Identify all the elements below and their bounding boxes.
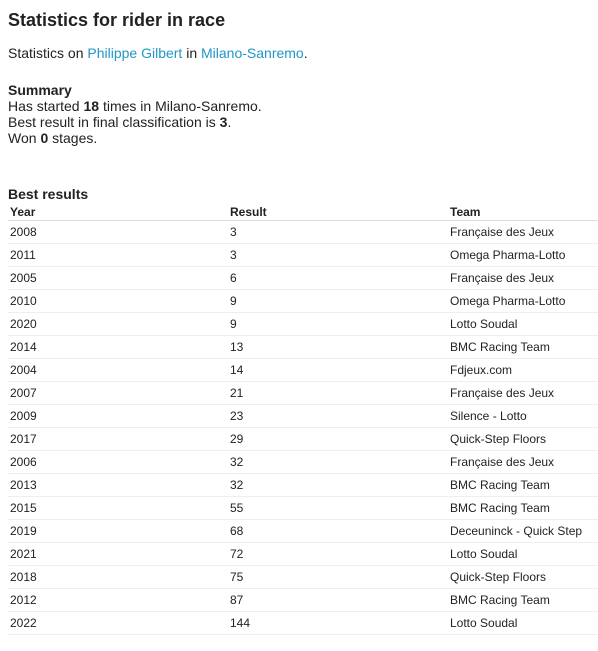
table-row — [8, 221, 598, 244]
column-header-year: Year — [8, 204, 228, 221]
year-cell: 2012 — [8, 589, 228, 612]
summary-stages-prefix: Won — [8, 130, 41, 146]
table-row — [8, 566, 598, 589]
team-cell: Fdjeux.com — [448, 359, 598, 382]
result-cell: 23 — [228, 405, 448, 428]
table-row — [8, 313, 598, 336]
page-title: Statistics for rider in race — [8, 10, 226, 30]
result-cell: 87 — [228, 589, 448, 612]
result-cell: 68 — [228, 520, 448, 543]
best-results-body — [8, 221, 598, 635]
year-cell: 2018 — [8, 566, 228, 589]
summary-best-suffix: . — [227, 114, 232, 130]
race-link[interactable]: Milano-Sanremo — [201, 45, 304, 61]
year-cell: 2006 — [8, 451, 228, 474]
result-cell: 3 — [228, 221, 448, 244]
team-cell: BMC Racing Team — [448, 336, 598, 359]
team-cell: Quick-Step Floors — [448, 428, 598, 451]
year-cell: 2017 — [8, 428, 228, 451]
year-cell: 2005 — [8, 267, 228, 290]
result-cell: 29 — [228, 428, 448, 451]
team-cell: Silence - Lotto — [448, 405, 598, 428]
table-row — [8, 405, 598, 428]
result-cell: 14 — [228, 359, 448, 382]
best-result-value: 3 — [219, 114, 228, 130]
year-cell: 2009 — [8, 405, 228, 428]
table-row — [8, 543, 598, 566]
summary-stages-line — [8, 130, 598, 146]
team-cell: Française des Jeux — [448, 382, 598, 405]
table-row — [8, 520, 598, 543]
summary-starts-prefix: Has started — [8, 98, 84, 114]
year-cell: 2013 — [8, 474, 228, 497]
table-row — [8, 589, 598, 612]
team-cell: BMC Racing Team — [448, 474, 598, 497]
year-cell: 2008 — [8, 221, 228, 244]
table-row — [8, 497, 598, 520]
column-header-result: Result — [228, 204, 448, 221]
year-cell: 2014 — [8, 336, 228, 359]
year-cell: 2022 — [8, 612, 228, 635]
summary-best-prefix: Best result in final classification is — [8, 114, 220, 130]
table-row — [8, 474, 598, 497]
year-cell: 2020 — [8, 313, 228, 336]
team-cell: Omega Pharma-Lotto — [448, 244, 598, 267]
year-cell: 2011 — [8, 244, 228, 267]
table-row — [8, 244, 598, 267]
team-cell: Lotto Soudal — [448, 612, 598, 635]
team-cell: Omega Pharma-Lotto — [448, 290, 598, 313]
result-cell: 55 — [228, 497, 448, 520]
rider-link[interactable]: Philippe Gilbert — [87, 45, 183, 61]
team-cell: Lotto Soudal — [448, 313, 598, 336]
best-results-title: Best results — [8, 186, 89, 202]
result-cell: 21 — [228, 382, 448, 405]
table-row — [8, 612, 598, 635]
result-cell: 32 — [228, 474, 448, 497]
year-cell: 2021 — [8, 543, 228, 566]
result-cell: 32 — [228, 451, 448, 474]
table-row — [8, 382, 598, 405]
intro-middle: in — [182, 45, 201, 61]
year-cell: 2015 — [8, 497, 228, 520]
table-row — [8, 428, 598, 451]
team-cell: Quick-Step Floors — [448, 566, 598, 589]
team-cell: Française des Jeux — [448, 451, 598, 474]
table-row — [8, 267, 598, 290]
team-cell: BMC Racing Team — [448, 497, 598, 520]
team-cell: BMC Racing Team — [448, 589, 598, 612]
team-cell: Française des Jeux — [448, 267, 598, 290]
year-cell: 2004 — [8, 359, 228, 382]
result-cell: 75 — [228, 566, 448, 589]
year-cell: 2019 — [8, 520, 228, 543]
summary-starts-line — [8, 98, 598, 114]
table-row — [8, 290, 598, 313]
result-cell: 144 — [228, 612, 448, 635]
intro-line — [8, 45, 598, 62]
table-row — [8, 336, 598, 359]
table-row — [8, 451, 598, 474]
year-cell: 2007 — [8, 382, 228, 405]
summary-best-line — [8, 114, 598, 130]
best-results-table — [8, 204, 598, 635]
result-cell: 6 — [228, 267, 448, 290]
team-cell: Lotto Soudal — [448, 543, 598, 566]
result-cell: 9 — [228, 313, 448, 336]
starts-count: 18 — [83, 98, 100, 114]
summary-starts-suffix: times in Milano-Sanremo. — [99, 98, 262, 114]
table-header-row — [8, 204, 598, 221]
result-cell: 13 — [228, 336, 448, 359]
intro-prefix: Statistics on — [8, 45, 88, 61]
summary-title: Summary — [8, 82, 72, 98]
result-cell: 9 — [228, 290, 448, 313]
year-cell: 2010 — [8, 290, 228, 313]
team-cell: Française des Jeux — [448, 221, 598, 244]
summary-section — [8, 82, 598, 146]
result-cell: 72 — [228, 543, 448, 566]
table-row — [8, 359, 598, 382]
team-cell: Deceuninck - Quick Step — [448, 520, 598, 543]
column-header-team: Team — [448, 204, 598, 221]
summary-stages-suffix: stages. — [48, 130, 98, 146]
stages-won-count: 0 — [40, 130, 49, 146]
intro-suffix: . — [303, 45, 308, 61]
result-cell: 3 — [228, 244, 448, 267]
